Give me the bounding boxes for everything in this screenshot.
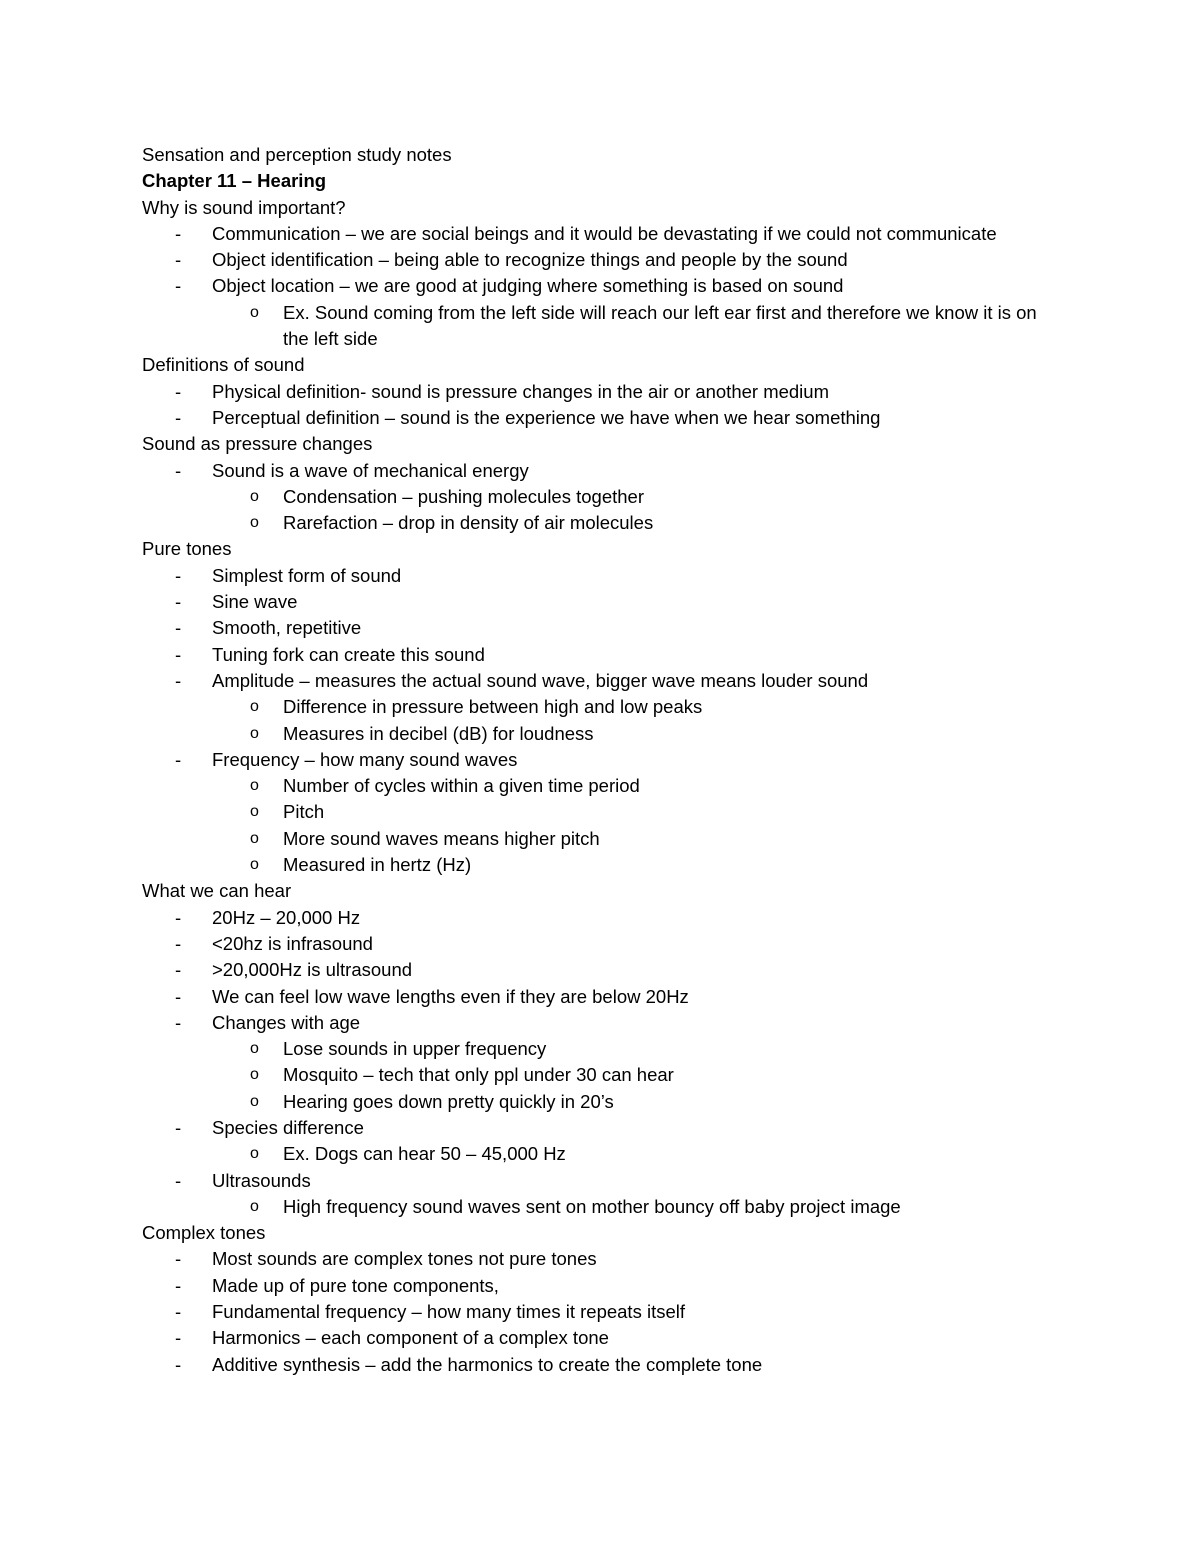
bullet-item [142, 1115, 1062, 1141]
sub-bullet-item [142, 694, 1062, 720]
dash-bullet-icon: - [175, 459, 182, 481]
dash-bullet-icon: - [175, 591, 182, 613]
sub-bullet-item [142, 300, 1063, 353]
circle-bullet-icon: o [250, 803, 259, 821]
sub-bullet-text: More sound waves means higher pitch [283, 827, 600, 849]
bullet-text: >20,000Hz is ultrasound [212, 959, 413, 981]
sub-bullet-item [142, 1089, 1062, 1115]
sub-bullet-item [142, 773, 1062, 799]
bullet-text: Changes with age [212, 1011, 361, 1033]
section-heading: What we can hear [142, 880, 292, 902]
circle-bullet-icon: o [250, 1145, 259, 1163]
bullet-item [142, 1010, 1062, 1036]
sub-bullet-item [142, 1036, 1062, 1062]
sub-bullet-text: Rarefaction – drop in density of air molecules [283, 512, 654, 534]
dash-bullet-icon: - [175, 643, 182, 665]
section-heading: Definitions of sound [142, 354, 305, 376]
dash-bullet-icon: - [175, 1353, 182, 1375]
dash-bullet-icon: - [175, 1248, 182, 1270]
sub-bullet-item [142, 799, 1062, 825]
bullet-text: Species difference [212, 1116, 364, 1138]
circle-bullet-icon: o [250, 856, 259, 874]
sub-bullet-text: Measured in hertz (Hz) [283, 854, 472, 876]
bullet-text: Perceptual definition – sound is the experience we have when we hear something [212, 406, 881, 428]
bullet-text: Tuning fork can create this sound [212, 643, 485, 665]
document-title: Sensation and perception study notes [142, 144, 452, 165]
bullet-item [142, 1352, 1062, 1378]
dash-bullet-icon: - [175, 985, 182, 1007]
section-heading: Sound as pressure changes [142, 433, 373, 455]
bullet-text: Object identification – being able to recognize things and people by the sound [212, 249, 848, 271]
bullet-item [142, 905, 1062, 931]
bullet-item [142, 615, 1062, 641]
dash-bullet-icon: - [175, 1274, 182, 1296]
bullet-item [142, 642, 1062, 668]
bullet-item [142, 589, 1062, 615]
circle-bullet-icon: o [250, 698, 259, 716]
dash-bullet-icon: - [175, 932, 182, 954]
bullet-text: <20hz is infrasound [212, 932, 373, 954]
sub-bullet-text: Hearing goes down pretty quickly in 20’s [283, 1090, 614, 1112]
dash-bullet-icon: - [175, 406, 182, 428]
circle-bullet-icon: o [250, 1197, 259, 1215]
circle-bullet-icon: o [250, 1092, 259, 1110]
bullet-item [142, 957, 1062, 983]
sub-bullet-text: Pitch [283, 801, 325, 823]
dash-bullet-icon: - [175, 1327, 182, 1349]
bullet-item [142, 1273, 1062, 1299]
dash-bullet-icon: - [175, 564, 182, 586]
bullet-text: Physical definition- sound is pressure changes in the air or another medium [212, 380, 829, 402]
bullet-text: We can feel low wave lengths even if they are below 20Hz [212, 985, 689, 1007]
bullet-item [142, 247, 1062, 273]
dash-bullet-icon: - [175, 1116, 182, 1138]
sub-bullet-text: Mosquito – tech that only ppl under 30 can hear [283, 1064, 674, 1086]
section-heading: Why is sound important? [142, 196, 346, 218]
dash-bullet-icon: - [175, 669, 182, 691]
circle-bullet-icon: o [250, 514, 259, 532]
sub-bullet-item [142, 852, 1062, 878]
sub-bullet-text: Measures in decibel (dB) for loudness [283, 722, 594, 744]
bullet-text: 20Hz – 20,000 Hz [212, 906, 361, 928]
dash-bullet-icon: - [175, 380, 182, 402]
circle-bullet-icon: o [250, 303, 259, 321]
bullet-text: Sine wave [212, 591, 298, 613]
bullet-item [142, 1325, 1062, 1351]
sub-bullet-item [142, 1141, 1062, 1167]
bullet-text: Amplitude – measures the actual sound wave, bigger wave means louder sound [212, 669, 869, 691]
bullet-text: Smooth, repetitive [212, 617, 362, 639]
bullet-item [142, 668, 1062, 694]
dash-bullet-icon: - [175, 249, 182, 271]
sub-bullet-text: Lose sounds in upper frequency [283, 1038, 547, 1060]
sub-bullet-item [142, 1062, 1062, 1088]
dash-bullet-icon: - [175, 906, 182, 928]
circle-bullet-icon: o [250, 724, 259, 742]
bullet-item [142, 984, 1062, 1010]
notes-sections [142, 195, 1062, 1378]
bullet-item [142, 273, 1062, 299]
circle-bullet-icon: o [250, 1040, 259, 1058]
dash-bullet-icon: - [175, 959, 182, 981]
bullet-item [142, 1246, 1062, 1272]
bullet-text: Harmonics – each component of a complex tone [212, 1327, 609, 1349]
dash-bullet-icon: - [175, 1301, 182, 1323]
bullet-text: Simplest form of sound [212, 564, 402, 586]
sub-bullet-item [142, 1194, 1062, 1220]
bullet-item [142, 405, 1062, 431]
bullet-item [142, 1299, 1062, 1325]
bullet-item [142, 379, 1062, 405]
section-heading: Complex tones [142, 1222, 266, 1244]
bullet-text: Object location – we are good at judging where something is based on sound [212, 275, 844, 297]
bullet-item [142, 931, 1062, 957]
bullet-item [142, 1168, 1062, 1194]
bullet-item [142, 221, 1062, 247]
sub-bullet-text: Ex. Dogs can hear 50 – 45,000 Hz [283, 1143, 566, 1165]
bullet-text: Ultrasounds [212, 1169, 311, 1191]
dash-bullet-icon: - [175, 275, 182, 297]
sub-bullet-item [142, 826, 1062, 852]
chapter-heading: Chapter 11 – Hearing [142, 170, 327, 192]
sub-bullet-text: Difference in pressure between high and low peaks [283, 696, 703, 718]
section-heading: Pure tones [142, 538, 232, 560]
sub-bullet-item [142, 484, 1062, 510]
bullet-text: Most sounds are complex tones not pure tones [212, 1248, 597, 1270]
bullet-item [142, 563, 1062, 589]
dash-bullet-icon: - [175, 222, 182, 244]
bullet-item [142, 747, 1062, 773]
circle-bullet-icon: o [250, 777, 259, 795]
dash-bullet-icon: - [175, 748, 182, 770]
sub-bullet-text: High frequency sound waves sent on mother bouncy off baby project image [283, 1195, 901, 1217]
circle-bullet-icon: o [250, 1066, 259, 1084]
bullet-text: Frequency – how many sound waves [212, 748, 518, 770]
bullet-text: Fundamental frequency – how many times it repeats itself [212, 1301, 686, 1323]
bullet-text: Communication – we are social beings and it would be devastating if we could not communicate [212, 222, 997, 244]
dash-bullet-icon: - [175, 617, 182, 639]
dash-bullet-icon: - [175, 1169, 182, 1191]
sub-bullet-item [142, 510, 1062, 536]
circle-bullet-icon: o [250, 487, 259, 505]
bullet-text: Sound is a wave of mechanical energy [212, 459, 529, 481]
sub-bullet-text: Ex. Sound coming from the left side will reach our left ear first and therefore we know it is on the left side [283, 301, 1037, 350]
sub-bullet-item [142, 721, 1062, 747]
circle-bullet-icon: o [250, 829, 259, 847]
document-content [142, 142, 1062, 1378]
bullet-item [142, 458, 1062, 484]
bullet-text: Made up of pure tone components, [212, 1274, 499, 1296]
sub-bullet-text: Number of cycles within a given time period [283, 775, 640, 797]
sub-bullet-text: Condensation – pushing molecules together [283, 485, 644, 507]
dash-bullet-icon: - [175, 1011, 182, 1033]
bullet-text: Additive synthesis – add the harmonics to create the complete tone [212, 1353, 763, 1375]
